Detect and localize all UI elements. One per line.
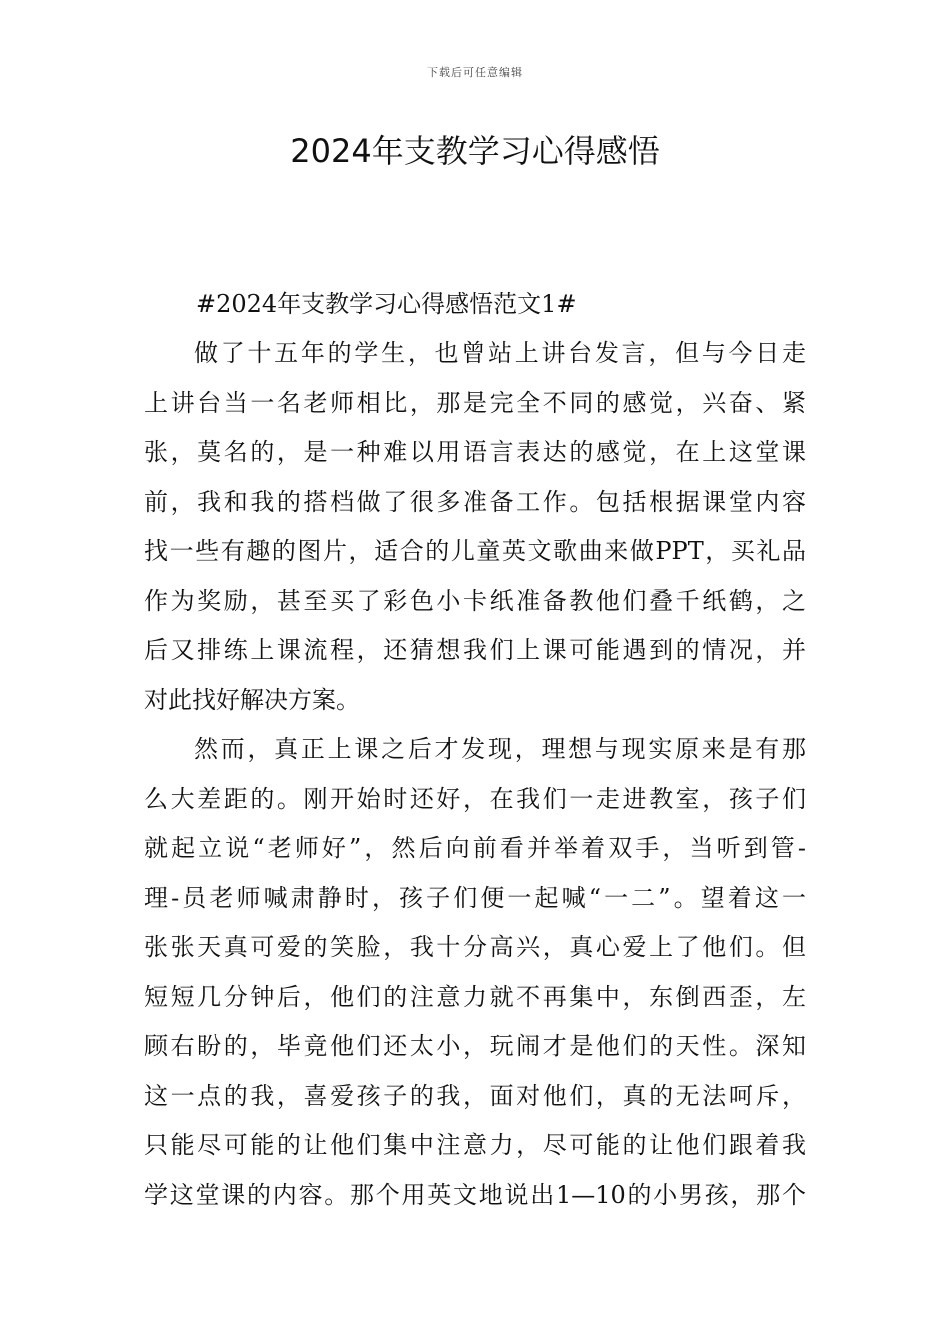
paragraph-line: 只能尽可能的让他们集中注意力，尽可能的让他们跟着我 [144,1131,806,1159]
paragraph-line: 然而，真正上课之后才发现，理想与现实原来是有那 [194,735,806,763]
paragraph-line: 对此找好解决方案。 [144,685,360,714]
paragraph-line: 理-员老师喊肃静时，孩子们便一起喊“一二”。望着这一 [144,883,806,912]
paragraph-line: 这一点的我，喜爱孩子的我，面对他们，真的无法呵斥， [144,1081,806,1110]
paragraph-1 [144,329,806,725]
paragraph-2 [144,725,806,1220]
paragraph-line: 么大差距的。刚开始时还好，在我们一走进教室，孩子们 [144,784,806,813]
paragraph-line: 上讲台当一名老师相比，那是完全不同的感觉，兴奋、紧 [144,388,806,417]
document-title: 2024年支教学习心得感悟 [290,132,660,170]
paragraph-line: 找一些有趣的图片，适合的儿童英文歌曲来做PPT，买礼品 [144,537,806,565]
paragraph-line: 张，莫名的，是一种难以用语言表达的感觉，在上这堂课 [144,438,806,466]
paragraph-line: 做了十五年的学生，也曾站上讲台发言，但与今日走 [194,339,806,367]
paragraph-line: 作为奖励，甚至买了彩色小卡纸准备教他们叠千纸鹤，之 [144,586,806,615]
paragraph-line: 就起立说“老师好”，然后向前看并举着双手，当听到管- [144,834,806,862]
paragraph-line: 顾右盼的，毕竟他们还太小，玩闹才是他们的天性。深知 [144,1032,806,1060]
paragraph-line: 张张天真可爱的笑脸，我十分高兴，真心爱上了他们。但 [144,933,806,961]
paragraph-line: 短短几分钟后，他们的注意力就不再集中，东倒西歪，左 [144,982,806,1011]
header-note: 下载后可任意编辑 [427,66,523,79]
document-body [144,280,806,1220]
paragraph-line: 后又排练上课流程，还猜想我们上课可能遇到的情况，并 [144,636,806,664]
paragraph-line: 学这堂课的内容。那个用英文地说出1—10的小男孩，那个 [144,1180,806,1209]
paragraph-line: 前，我和我的搭档做了很多准备工作。包括根据课堂内容 [144,487,806,516]
section-heading: #2024年支教学习心得感悟范文1# [196,290,577,318]
